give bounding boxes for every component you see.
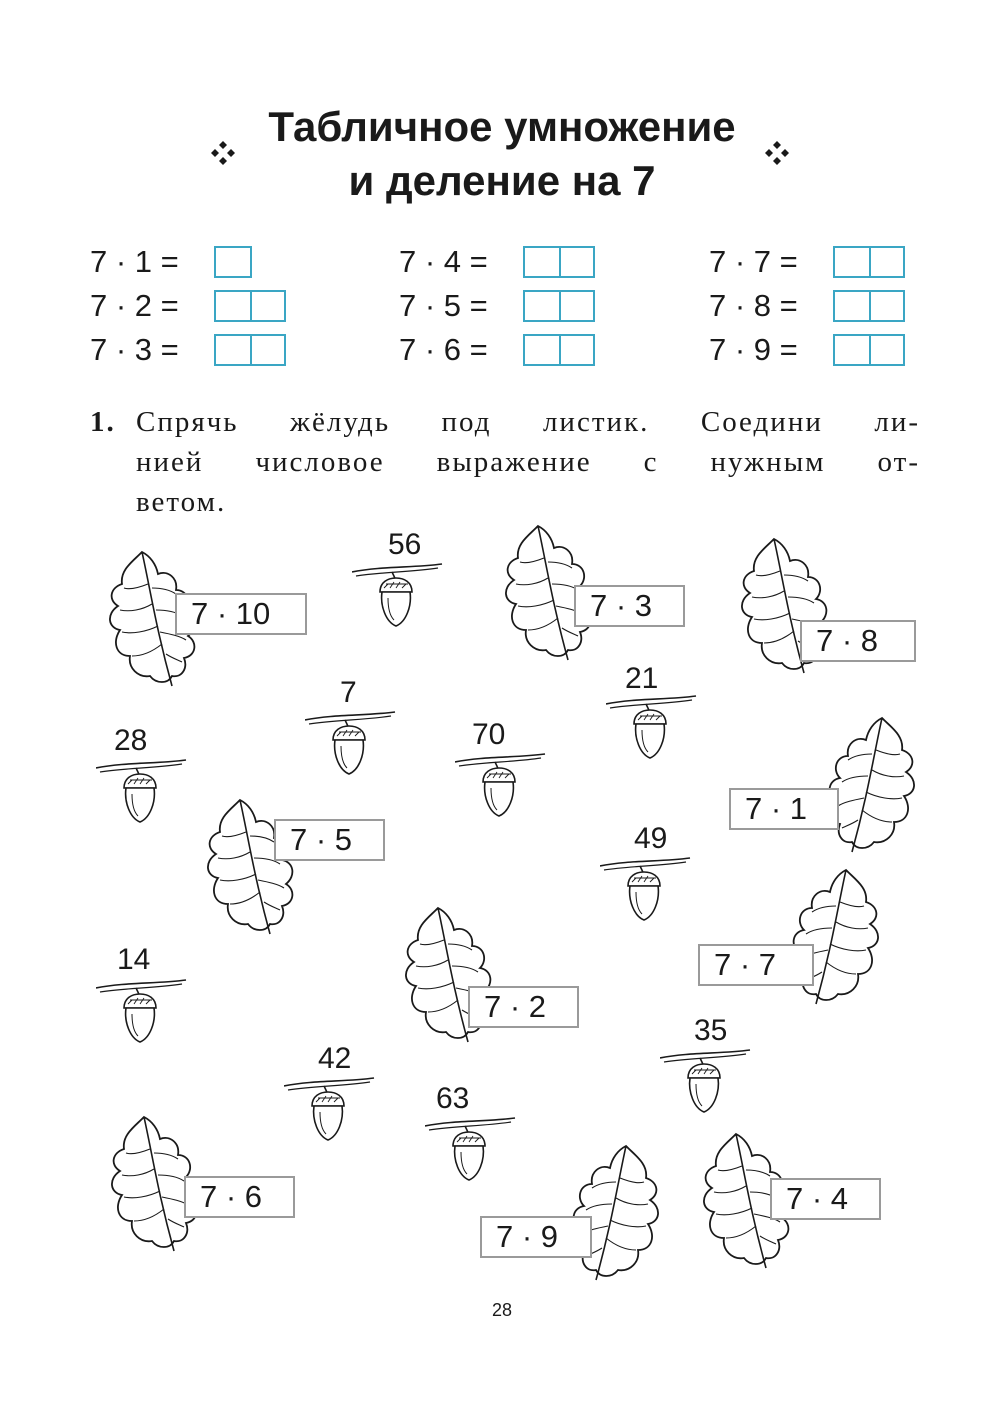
acorn-number: 56 xyxy=(388,528,422,561)
oak-leaf-icon xyxy=(200,796,300,938)
answer-cell[interactable] xyxy=(559,336,593,364)
answer-cell[interactable] xyxy=(525,292,559,320)
answer-cell[interactable] xyxy=(559,248,593,276)
acorn-icon[interactable] xyxy=(305,694,397,784)
acorn-number: 35 xyxy=(694,1014,728,1047)
task-line: нией числовое выражение с нужным от- xyxy=(136,446,920,478)
expression-box[interactable]: 7 · 10 xyxy=(175,593,307,635)
equation-text: 7 · 3 = xyxy=(90,332,179,367)
answer-cell[interactable] xyxy=(835,292,869,320)
answer-cell[interactable] xyxy=(250,292,284,320)
acorn-icon[interactable] xyxy=(425,1100,517,1190)
answer-box[interactable] xyxy=(523,334,595,366)
expression-box[interactable]: 7 · 3 xyxy=(574,585,685,627)
answer-cell[interactable] xyxy=(559,292,593,320)
acorn-icon[interactable] xyxy=(606,678,698,768)
acorn-number: 63 xyxy=(436,1082,470,1115)
four-diamond-ornament-icon xyxy=(210,140,236,166)
equation-text: 7 · 5 = xyxy=(399,288,488,323)
answer-box[interactable] xyxy=(214,246,252,278)
oak-leaf-icon xyxy=(566,1142,666,1284)
answer-box[interactable] xyxy=(833,290,905,322)
title-line-2: и деление на 7 xyxy=(348,157,656,204)
answer-box[interactable] xyxy=(833,334,905,366)
expression-box[interactable]: 7 · 7 xyxy=(698,944,814,986)
equation-text: 7 · 1 = xyxy=(90,244,179,279)
equation-text: 7 · 4 = xyxy=(399,244,488,279)
answer-box[interactable] xyxy=(523,290,595,322)
four-diamond-ornament-icon xyxy=(764,140,790,166)
task-instruction xyxy=(90,402,920,522)
acorn-number: 70 xyxy=(472,718,506,751)
oak-leaf-icon xyxy=(822,714,922,856)
task-text: Спрячь жёлудь под листик. Соедини ли- xyxy=(136,406,920,438)
acorn-icon[interactable] xyxy=(284,1060,376,1150)
acorn-icon[interactable] xyxy=(660,1032,752,1122)
answer-cell[interactable] xyxy=(525,248,559,276)
acorn-icon[interactable] xyxy=(455,736,547,826)
equation-row xyxy=(709,244,905,280)
answer-cell[interactable] xyxy=(869,292,903,320)
task-line xyxy=(90,402,920,442)
answer-cell[interactable] xyxy=(525,336,559,364)
equation-text: 7 · 8 = xyxy=(709,288,798,323)
expression-box[interactable]: 7 · 1 xyxy=(729,788,839,830)
expression-box[interactable]: 7 · 8 xyxy=(800,620,916,662)
answer-cell[interactable] xyxy=(869,336,903,364)
acorn-number: 21 xyxy=(625,662,659,695)
expression-box[interactable]: 7 · 4 xyxy=(770,1178,881,1220)
task-line: ветом. xyxy=(136,486,227,518)
answer-box[interactable] xyxy=(523,246,595,278)
task-number: 1. xyxy=(90,406,116,438)
equation-text: 7 · 2 = xyxy=(90,288,179,323)
expression-box[interactable]: 7 · 9 xyxy=(480,1216,592,1258)
equation-row xyxy=(399,288,595,324)
expression-box[interactable]: 7 · 5 xyxy=(274,819,385,861)
equation-row xyxy=(399,244,595,280)
acorn-icon[interactable] xyxy=(600,840,692,930)
equation-row xyxy=(90,288,286,324)
answer-box[interactable] xyxy=(833,246,905,278)
acorn-icon[interactable] xyxy=(96,742,188,832)
equation-row xyxy=(709,288,905,324)
acorn-number: 7 xyxy=(340,676,357,709)
equation-row xyxy=(399,332,595,368)
expression-box[interactable]: 7 · 2 xyxy=(468,986,579,1028)
equation-row xyxy=(90,244,252,280)
acorn-number: 14 xyxy=(117,943,151,976)
acorn-icon[interactable] xyxy=(352,546,444,636)
answer-box[interactable] xyxy=(214,334,286,366)
page-title xyxy=(0,100,1004,208)
equation-text: 7 · 6 = xyxy=(399,332,488,367)
oak-leaf-icon xyxy=(786,866,886,1008)
answer-cell[interactable] xyxy=(835,248,869,276)
equation-row xyxy=(709,332,905,368)
acorn-number: 28 xyxy=(114,724,148,757)
acorn-icon[interactable] xyxy=(96,962,188,1052)
expression-box[interactable]: 7 · 6 xyxy=(184,1176,295,1218)
answer-cell[interactable] xyxy=(216,248,250,276)
answer-cell[interactable] xyxy=(216,292,250,320)
equation-text: 7 · 7 = xyxy=(709,244,798,279)
answer-cell[interactable] xyxy=(216,336,250,364)
answer-cell[interactable] xyxy=(869,248,903,276)
page-number: 28 xyxy=(491,1300,513,1320)
answer-box[interactable] xyxy=(214,290,286,322)
equation-row xyxy=(90,332,286,368)
acorn-number: 49 xyxy=(634,822,668,855)
acorn-number: 42 xyxy=(318,1042,352,1075)
title-line-1: Табличное умножение xyxy=(268,103,736,150)
answer-cell[interactable] xyxy=(835,336,869,364)
equation-text: 7 · 9 = xyxy=(709,332,798,367)
answer-cell[interactable] xyxy=(250,336,284,364)
